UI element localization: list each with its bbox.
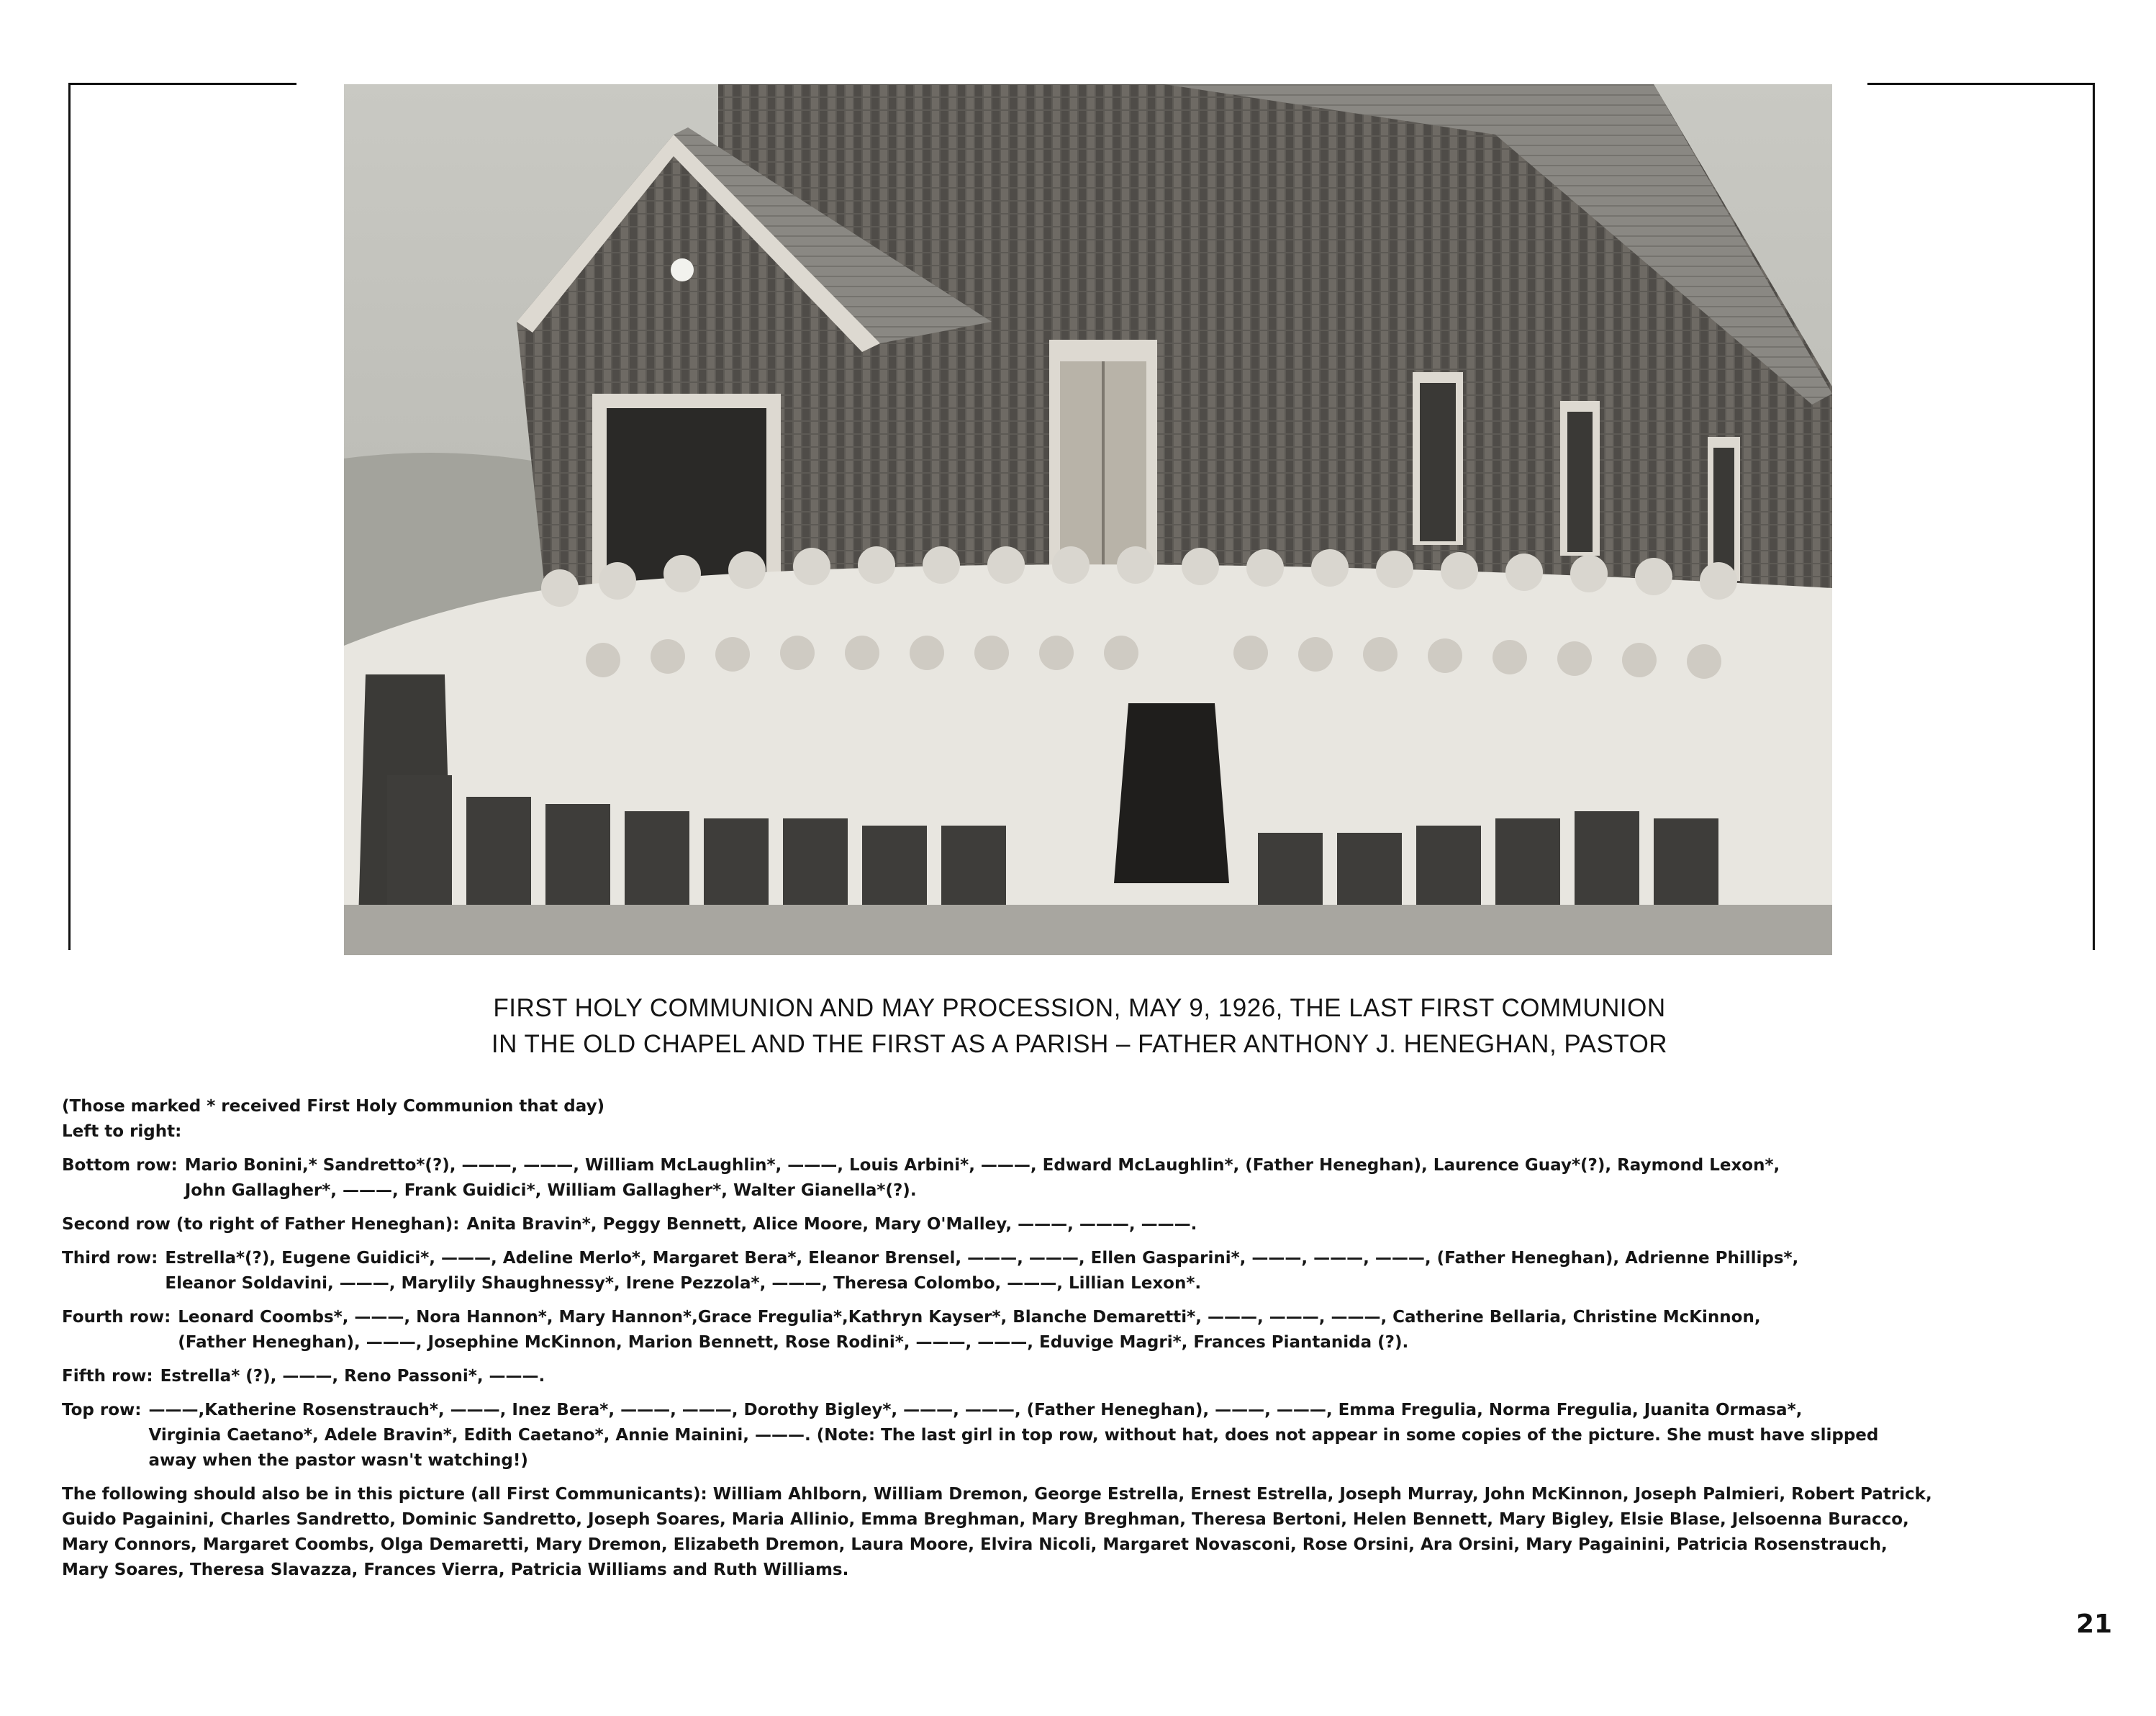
row-line: ———,Katherine Rosenstrauch*, ———, Inez Bera*, ———, ———, Dorothy Bigley*, ———, ———, (Father Heneghan), ———, ———, Emma Fregulia, Norma Fregulia, Juanita Ormasa*, <box>148 1401 1803 1419</box>
row-label: Third row: <box>62 1249 158 1268</box>
row-line: away when the pastor wasn't watching!) <box>148 1451 528 1470</box>
fourth-row-entry <box>62 1305 2106 1355</box>
frame-left <box>68 83 71 950</box>
frame-top-right <box>1867 83 2095 85</box>
second-row-entry <box>62 1212 2106 1237</box>
page-number: 21 <box>2076 1609 2113 1639</box>
row-line: (Father Heneghan), ———, Josephine McKinnon, Marion Bennett, Rose Rodini*, ———, ———, Eduvige Magri*, Frances Piantanida (?). <box>178 1333 1409 1352</box>
also-line: Mary Connors, Margaret Coombs, Olga Demaretti, Mary Dremon, Elizabeth Dremon, Laura Moore, Elvira Nicoli, Margaret Novasconi, Rose Orsini, Ara Orsini, Mary Pagainini, Patricia Rosenstrauch, <box>62 1535 1888 1554</box>
group-photograph <box>344 84 1832 955</box>
also-line: Mary Soares, Theresa Slavazza, Frances Vierra, Patricia Williams and Ruth Williams. <box>62 1561 849 1579</box>
row-line: Estrella* (?), ———, Reno Passoni*, ———. <box>160 1367 545 1386</box>
photograph-image <box>344 84 1832 955</box>
legend-direction: Left to right: <box>62 1122 182 1141</box>
identification-legend <box>62 1094 2106 1583</box>
bottom-row-entry <box>62 1153 2106 1204</box>
fifth-row-entry <box>62 1364 2106 1389</box>
row-label: Second row (to right of Father Heneghan): <box>62 1215 460 1234</box>
row-label: Top row: <box>62 1401 142 1419</box>
frame-top-left <box>69 83 296 85</box>
row-label: Fourth row: <box>62 1308 171 1327</box>
row-line: Leonard Coombs*, ———, Nora Hannon*, Mary Hannon*,Grace Fregulia*,Kathryn Kayser*, Blanche Demaretti*, ———, ———, ———, Catherine Bellaria, Christine McKinnon, <box>178 1308 1761 1327</box>
third-row-entry <box>62 1246 2106 1296</box>
additional-communicants <box>62 1482 2106 1583</box>
photo-caption <box>216 990 1943 1062</box>
row-line: Anita Bravin*, Peggy Bennett, Alice Moore, Mary O'Malley, ———, ———, ———. <box>466 1215 1197 1234</box>
row-label: Bottom row: <box>62 1156 178 1175</box>
caption-line-2: IN THE OLD CHAPEL AND THE FIRST AS A PARISH – FATHER ANTHONY J. HENEGHAN, PASTOR <box>491 1030 1668 1058</box>
row-label: Fifth row: <box>62 1367 153 1386</box>
also-line: Guido Pagainini, Charles Sandretto, Dominic Sandretto, Joseph Soares, Maria Allinio, Emma Breghman, Mary Breghman, Theresa Bertoni, Helen Bennett, Mary Bigley, Elsie Blase, Jelsoenna Buracco, <box>62 1510 1909 1529</box>
row-line: Virginia Caetano*, Adele Bravin*, Edith Caetano*, Annie Mainini, ———. (Note: The last girl in top row, without hat, does not appear in some copies of the picture. She must have slipped <box>148 1426 1879 1445</box>
row-line: Eleanor Soldavini, ———, Marylily Shaughnessy*, Irene Pezzola*, ———, Theresa Colombo, ———, Lillian Lexon*. <box>165 1274 1202 1293</box>
row-line: Mario Bonini,* Sandretto*(?), ———, ———, William McLaughlin*, ———, Louis Arbini*, ———, Edward McLaughlin*, (Father Heneghan), Laurence Guay*(?), Raymond Lexon*, <box>184 1156 1780 1175</box>
top-row-entry <box>62 1398 2106 1473</box>
frame-right <box>2093 83 2095 950</box>
row-line: Estrella*(?), Eugene Guidici*, ———, Adeline Merlo*, Margaret Bera*, Eleanor Brensel, ———, ———, Ellen Gasparini*, ———, ———, ———, (Father Heneghan), Adrienne Phillips*, <box>165 1249 1799 1268</box>
legend-note: (Those marked * received First Holy Communion that day) <box>62 1097 605 1116</box>
also-line: The following should also be in this picture (all First Communicants): William Ahlborn, William Dremon, George Estrella, Ernest Estrella, Joseph Murray, John McKinnon, Joseph Palmieri, Robert Patrick, <box>62 1485 1932 1504</box>
caption-line-1: FIRST HOLY COMMUNION AND MAY PROCESSION, MAY 9, 1926, THE LAST FIRST COMMUNION <box>493 994 1666 1022</box>
row-line: John Gallagher*, ———, Frank Guidici*, William Gallagher*, Walter Gianella*(?). <box>184 1181 917 1200</box>
